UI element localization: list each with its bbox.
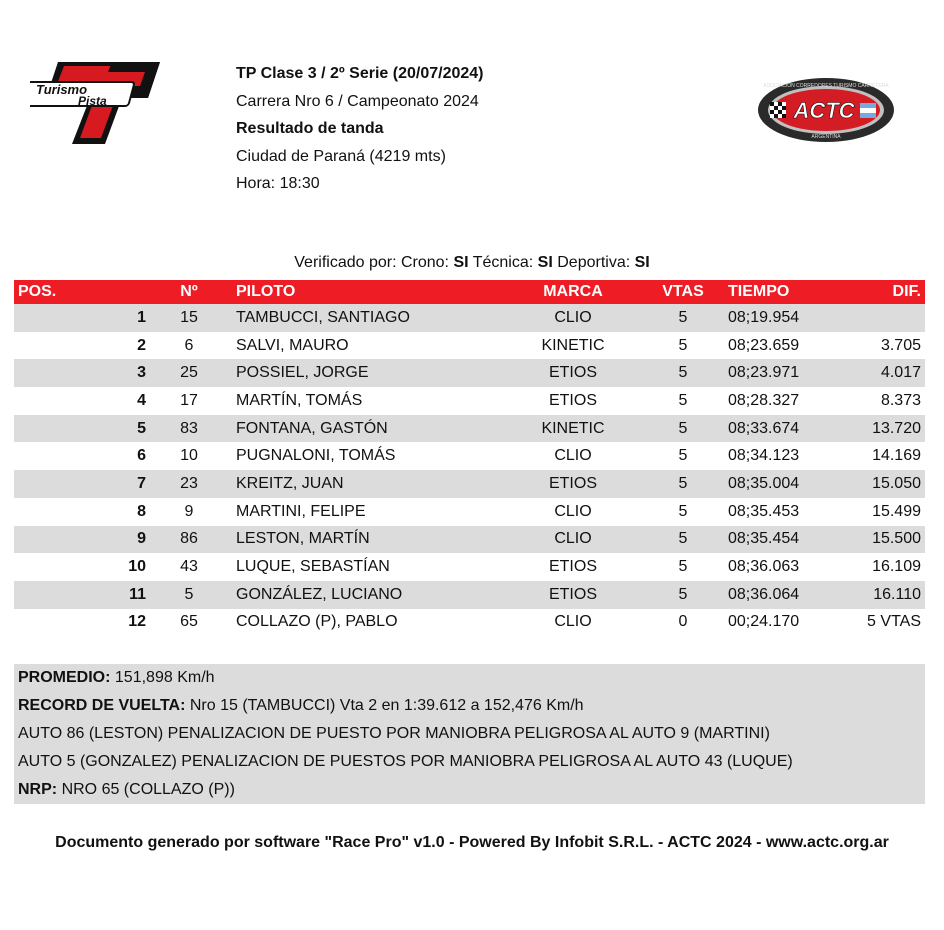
verif-dep-label: Deportiva: <box>557 254 631 271</box>
promedio-line <box>14 664 925 692</box>
cell-vtas: 0 <box>678 613 688 631</box>
actc-logo <box>756 76 896 144</box>
cell-tiempo: 08;34.123 <box>728 447 800 465</box>
cell-piloto: LUQUE, SEBASTÍAN <box>236 558 390 576</box>
cell-marca: CLIO <box>554 613 592 631</box>
cell-marca: ETIOS <box>498 581 648 609</box>
table-row <box>14 581 925 609</box>
cell-tiempo: 08;33.674 <box>718 415 848 443</box>
cell-vtas: 5 <box>678 391 688 409</box>
cell-vtas: 5 <box>648 304 718 332</box>
table-row <box>14 526 925 554</box>
cell-marca: CLIO <box>554 447 592 465</box>
cell-num: 5 <box>146 581 232 609</box>
cell-dif: 15.499 <box>872 502 921 520</box>
cell-pos: 3 <box>14 359 146 387</box>
cell-dif: 8.373 <box>880 391 921 409</box>
svg-text:Turismo: Turismo <box>36 82 88 97</box>
cell-tiempo: 08;28.327 <box>728 391 800 409</box>
col-num: Nº <box>146 280 232 304</box>
cell-num: 9 <box>184 502 194 520</box>
cell-piloto: MARTÍN, TOMÁS <box>236 391 363 409</box>
cell-num: 86 <box>146 526 232 554</box>
table-row <box>14 442 925 470</box>
turismo-pista-logo <box>30 62 160 144</box>
cell-tiempo: 08;36.064 <box>718 581 848 609</box>
cell-marca: KINETIC <box>498 415 648 443</box>
svg-text:Pista: Pista <box>78 94 107 108</box>
cell-vtas: 5 <box>678 447 688 465</box>
cell-pos: 10 <box>128 558 146 576</box>
cell-marca: ETIOS <box>548 558 597 576</box>
cell-dif <box>848 304 925 332</box>
circuit-name: Ciudad de Paraná (4219 mts) <box>236 147 446 165</box>
record-label: RECORD DE VUELTA: <box>18 697 186 714</box>
table-row <box>14 304 925 332</box>
cell-pos: 11 <box>14 581 146 609</box>
table-row <box>14 359 925 387</box>
cell-num: 15 <box>146 304 232 332</box>
verif-crono: SI <box>453 254 469 271</box>
record-value: Nro 15 (TAMBUCCI) Vta 2 en 1:39.612 a 152,476 Km/h <box>189 697 584 714</box>
cell-dif: 15.050 <box>848 470 925 498</box>
table-row <box>14 470 925 498</box>
col-piloto: PILOTO <box>232 280 498 304</box>
cell-pos: 9 <box>14 526 146 554</box>
cell-dif: 15.500 <box>848 526 925 554</box>
svg-text:ACTC: ACTC <box>793 98 855 123</box>
col-vtas: VTAS <box>648 280 718 304</box>
cell-vtas: 5 <box>648 470 718 498</box>
race-title: TP Clase 3 / 2º Serie (20/07/2024) <box>236 65 484 82</box>
cell-piloto: FONTANA, GASTÓN <box>232 415 498 443</box>
cell-tiempo: 08;36.063 <box>728 558 800 576</box>
col-pos: POS. <box>14 280 146 304</box>
verif-prefix: Verificado por: Crono: <box>294 254 449 271</box>
promedio-label: PROMEDIO: <box>18 669 111 686</box>
cell-marca: CLIO <box>554 502 592 520</box>
cell-dif: 5 VTAS <box>867 613 921 631</box>
race-number: Carrera Nro 6 / Campeonato 2024 <box>236 92 479 110</box>
cell-num: 10 <box>180 447 198 465</box>
cell-marca: CLIO <box>498 304 648 332</box>
promedio-value: 151,898 Km/h <box>114 669 215 686</box>
cell-dif: 14.169 <box>872 447 921 465</box>
results-table <box>14 280 925 636</box>
race-time: Hora: 18:30 <box>236 175 320 192</box>
cell-num: 83 <box>146 415 232 443</box>
cell-num: 6 <box>184 336 194 354</box>
cell-pos: 12 <box>128 613 146 631</box>
cell-tiempo: 08;23.659 <box>728 336 800 354</box>
cell-pos: 8 <box>137 502 146 520</box>
table-row <box>14 498 925 526</box>
cell-pos: 4 <box>137 391 146 409</box>
nrp-value: NRO 65 (COLLAZO (P)) <box>61 781 235 798</box>
table-row <box>14 415 925 443</box>
cell-dif: 16.110 <box>848 581 925 609</box>
cell-vtas: 5 <box>648 581 718 609</box>
cell-marca: ETIOS <box>498 359 648 387</box>
cell-piloto: GONZÁLEZ, LUCIANO <box>232 581 498 609</box>
cell-vtas: 5 <box>648 526 718 554</box>
cell-piloto: SALVI, MAURO <box>236 336 349 354</box>
cell-pos: 2 <box>137 336 146 354</box>
cell-marca: ETIOS <box>498 470 648 498</box>
cell-piloto: MARTINI, FELIPE <box>236 502 366 520</box>
cell-dif: 13.720 <box>848 415 925 443</box>
cell-dif: 16.109 <box>872 558 921 576</box>
verif-tec-label: Técnica: <box>472 254 534 271</box>
result-subtitle: Resultado de tanda <box>236 120 384 137</box>
cell-marca: KINETIC <box>541 336 605 354</box>
table-row <box>14 332 925 360</box>
record-line <box>14 692 925 720</box>
cell-pos: 7 <box>14 470 146 498</box>
cell-num: 43 <box>180 558 198 576</box>
svg-text:ARGENTINA: ARGENTINA <box>811 134 841 140</box>
cell-tiempo: 08;35.454 <box>718 526 848 554</box>
cell-vtas: 5 <box>678 502 688 520</box>
table-row <box>14 387 925 415</box>
race-header <box>236 60 483 198</box>
cell-pos: 5 <box>14 415 146 443</box>
cell-num: 17 <box>180 391 198 409</box>
cell-num: 25 <box>146 359 232 387</box>
document-footer: Documento generado por software "Race Pro" v1.0 - Powered By Infobit S.R.L. - ACTC 2024 - www.actc.org.ar <box>55 834 889 851</box>
penalty-2: AUTO 5 (GONZALEZ) PENALIZACION DE PUESTOS POR MANIOBRA PELIGROSA AL AUTO 43 (LUQUE) <box>18 753 793 770</box>
col-marca: MARCA <box>498 280 648 304</box>
nrp-label: NRP: <box>18 781 58 798</box>
verif-tec: SI <box>537 254 553 271</box>
cell-marca: CLIO <box>498 526 648 554</box>
cell-num: 23 <box>146 470 232 498</box>
svg-text:ASOCIACION CORREDORES TURISMO: ASOCIACION CORREDORES TURISMO CARRETERA <box>763 83 889 89</box>
cell-piloto: PUGNALONI, TOMÁS <box>236 447 396 465</box>
cell-piloto: COLLAZO (P), PABLO <box>236 613 398 631</box>
cell-piloto: TAMBUCCI, SANTIAGO <box>232 304 498 332</box>
penalty-1: AUTO 86 (LESTON) PENALIZACION DE PUESTO POR MANIOBRA PELIGROSA AL AUTO 9 (MARTINI) <box>18 725 770 742</box>
table-row <box>14 609 925 637</box>
cell-piloto: POSSIEL, JORGE <box>232 359 498 387</box>
cell-pos: 1 <box>14 304 146 332</box>
cell-tiempo: 08;23.971 <box>718 359 848 387</box>
cell-pos: 6 <box>137 447 146 465</box>
cell-tiempo: 00;24.170 <box>728 613 800 631</box>
cell-vtas: 5 <box>678 336 688 354</box>
col-tiempo: TIEMPO <box>718 280 848 304</box>
verif-dep: SI <box>634 254 650 271</box>
cell-vtas: 5 <box>648 415 718 443</box>
cell-vtas: 5 <box>678 558 688 576</box>
cell-piloto: KREITZ, JUAN <box>232 470 498 498</box>
cell-num: 65 <box>180 613 198 631</box>
table-header <box>14 280 925 304</box>
cell-dif: 4.017 <box>848 359 925 387</box>
cell-dif: 3.705 <box>880 336 921 354</box>
notes-box <box>14 664 925 804</box>
cell-tiempo: 08;19.954 <box>718 304 848 332</box>
cell-piloto: LESTON, MARTÍN <box>232 526 498 554</box>
nrp-line <box>14 776 925 804</box>
cell-tiempo: 08;35.453 <box>728 502 800 520</box>
cell-marca: ETIOS <box>548 391 597 409</box>
cell-tiempo: 08;35.004 <box>718 470 848 498</box>
cell-vtas: 5 <box>648 359 718 387</box>
col-dif: DIF. <box>848 280 925 304</box>
table-row <box>14 553 925 581</box>
verification-line <box>0 254 944 272</box>
